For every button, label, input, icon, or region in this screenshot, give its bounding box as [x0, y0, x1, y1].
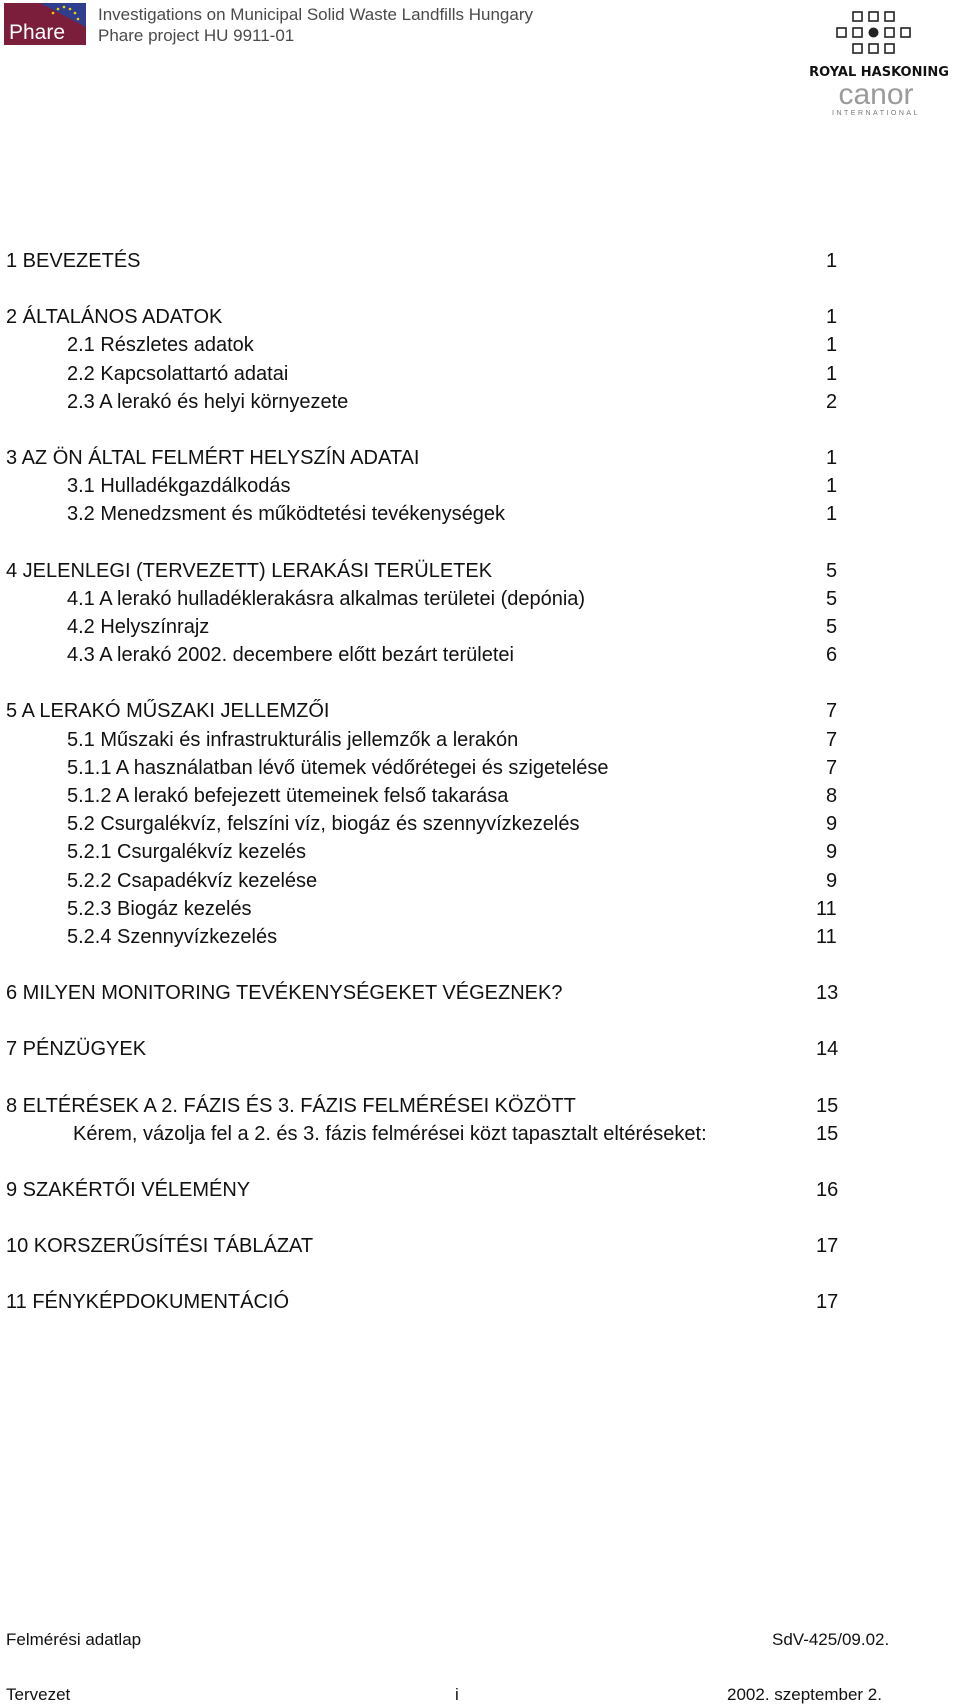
- toc-entry-title: 5.2 Csurgalékvíz, felszíni víz, biogáz és szennyvízkezelés: [67, 813, 580, 836]
- toc-entry-page: 1: [826, 250, 838, 272]
- toc-entry[interactable]: [67, 389, 960, 415]
- toc-entry[interactable]: [6, 1093, 960, 1119]
- toc-entry[interactable]: [6, 1036, 960, 1062]
- toc-entry-title: Kérem, vázolja fel a 2. és 3. fázis felmérései közt tapasztalt eltéréseket:: [73, 1122, 707, 1145]
- canor-text: canor: [838, 78, 914, 111]
- toc-entry-title: 5.2.4 Szennyvízkezelés: [67, 926, 278, 948]
- toc-entry[interactable]: [73, 1121, 960, 1147]
- toc-entry-title: 5.2.1 Csurgalékvíz kezelés: [67, 841, 307, 864]
- footer-date: 2002. szeptember 2.: [727, 1685, 882, 1704]
- toc-entry-title: 3.1 Hulladékgazdálkodás: [67, 475, 291, 498]
- toc-entry-title: 10 KORSZERŰSÍTÉSI TÁBLÁZAT: [6, 1235, 314, 1258]
- toc-entry-title: 2 ÁLTALÁNOS ADATOK: [6, 306, 223, 329]
- toc-entry[interactable]: [67, 361, 960, 387]
- toc-entry-page: 6: [826, 644, 838, 667]
- toc-entry-page: 1: [826, 503, 838, 526]
- phare-logo-text: Phare: [9, 21, 66, 44]
- toc-entry[interactable]: [67, 868, 960, 894]
- toc-entry-title: 4 JELENLEGI (TERVEZETT) LERAKÁSI TERÜLETEK: [6, 559, 493, 582]
- toc-entry-title: 4.3 A lerakó 2002. decembere előtt bezárt területei: [67, 644, 514, 667]
- toc-entry-page: 13: [816, 982, 839, 1005]
- toc-entry-title: 11 FÉNYKÉPDOKUMENTÁCIÓ: [6, 1291, 290, 1314]
- footer-status: Tervezet: [6, 1685, 71, 1704]
- toc-entry-page: 16: [816, 1179, 839, 1201]
- royal-haskoning-canor-logo: [798, 6, 960, 116]
- toc-entry[interactable]: [6, 304, 960, 330]
- phare-logo: [4, 3, 86, 45]
- toc-entry[interactable]: [6, 558, 960, 584]
- toc-entry-page: 9: [826, 869, 838, 892]
- toc-entry-page: 1: [826, 306, 838, 329]
- toc-entry-page: 8: [826, 785, 838, 807]
- toc-entry-title: 5.2.2 Csapadékvíz kezelése: [67, 869, 318, 892]
- toc-entry-title: 2.3 A lerakó és helyi környezete: [67, 390, 349, 413]
- toc-entry-page: 17: [816, 1235, 839, 1258]
- toc-entry-title: 5.2.3 Biogáz kezelés: [67, 897, 252, 920]
- header-line-1: Investigations on Municipal Solid Waste Landfills Hungary: [98, 5, 533, 24]
- toc-entry-page: 1: [826, 334, 838, 357]
- page-header: [0, 0, 960, 120]
- toc-entry[interactable]: [67, 614, 960, 640]
- toc-entry[interactable]: [6, 445, 960, 471]
- toc-entry-title: 6 MILYEN MONITORING TEVÉKENYSÉGEKET VÉGEZNEK?: [6, 982, 563, 1005]
- toc-entry-page: 15: [816, 1094, 839, 1117]
- royal-haskoning-text: ROYAL HASKONING: [809, 65, 949, 80]
- toc-entry-page: 11: [816, 926, 837, 948]
- toc-entry[interactable]: [67, 811, 960, 837]
- toc-entry-title: 5.1 Műszaki és infrastrukturális jellemzők a lerakón: [67, 728, 519, 751]
- toc-entry-title: 8 ELTÉRÉSEK A 2. FÁZIS ÉS 3. FÁZIS FELMÉRÉSEI KÖZÖTT: [6, 1094, 576, 1117]
- toc-entry[interactable]: [67, 473, 960, 499]
- toc-entry[interactable]: [6, 1289, 960, 1315]
- toc-entry-page: 9: [826, 813, 838, 836]
- toc-entry-page: 9: [826, 841, 838, 864]
- toc-entry-page: 5: [826, 559, 838, 582]
- toc-entry[interactable]: [67, 896, 960, 922]
- toc-entry-page: 5: [826, 587, 838, 610]
- toc-entry-title: 4.1 A lerakó hulladéklerakásra alkalmas területei (depónia): [67, 587, 586, 610]
- toc-entry[interactable]: [6, 248, 960, 274]
- toc-entry-page: 7: [826, 728, 838, 751]
- canor-international-text: INTERNATIONAL: [832, 110, 920, 116]
- toc-entry[interactable]: [67, 586, 960, 612]
- toc-entry-title: 2.1 Részletes adatok: [67, 334, 254, 357]
- toc-entry-page: 1: [826, 475, 838, 498]
- footer-document-code: SdV-425/09.02.: [772, 1630, 890, 1649]
- toc-entry[interactable]: [6, 1177, 960, 1203]
- header-line-2: Phare project HU 9911-01: [98, 26, 295, 45]
- toc-entry-page: 11: [816, 897, 837, 920]
- toc-entry-page: 17: [816, 1291, 839, 1314]
- toc-entry-page: 7: [826, 756, 838, 779]
- toc-entry-title: 7 PÉNZÜGYEK: [6, 1038, 147, 1061]
- toc-entry-title: 5 A LERAKÓ MŰSZAKI JELLEMZŐI: [6, 700, 330, 723]
- toc-entry-page: 1: [826, 362, 838, 385]
- toc-entry[interactable]: [67, 924, 960, 950]
- toc-entry[interactable]: [67, 783, 960, 809]
- toc-entry-title: 9 SZAKÉRTŐI VÉLEMÉNY: [6, 1179, 251, 1201]
- toc-entry[interactable]: [67, 755, 960, 781]
- toc-entry-page: 7: [826, 700, 838, 723]
- footer-document-type: Felmérési adatlap: [6, 1630, 142, 1649]
- toc-entry-title: 2.2 Kapcsolattartó adatai: [67, 362, 289, 385]
- toc-entry[interactable]: [67, 332, 960, 358]
- toc-entry-title: 4.2 Helyszínrajz: [67, 616, 210, 638]
- toc-entry-title: 3.2 Menedzsment és működtetési tevékenységek: [67, 503, 506, 526]
- footer-page-number: i: [455, 1685, 459, 1704]
- toc-entry[interactable]: [67, 839, 960, 865]
- toc-entry[interactable]: [6, 980, 960, 1006]
- toc-entry-title: 1 BEVEZETÉS: [6, 250, 141, 272]
- toc-entry-page: 5: [826, 616, 838, 638]
- toc-entry-page: 2: [826, 390, 838, 413]
- toc-entry[interactable]: [67, 727, 960, 753]
- toc-entry[interactable]: [67, 501, 960, 527]
- toc-entry-page: 1: [826, 447, 838, 469]
- toc-entry-title: 3 AZ ÖN ÁLTAL FELMÉRT HELYSZÍN ADATAI: [6, 447, 420, 469]
- toc-entry[interactable]: [67, 642, 960, 668]
- toc-entry-page: 15: [816, 1122, 839, 1145]
- toc-entry[interactable]: [6, 698, 960, 724]
- toc-entry-title: 5.1.2 A lerakó befejezett ütemeinek felső takarása: [67, 785, 509, 807]
- toc-entry[interactable]: [6, 1233, 960, 1259]
- toc-entry-page: 14: [816, 1038, 839, 1061]
- toc-entry-title: 5.1.1 A használatban lévő ütemek védőrétegei és szigetelése: [67, 756, 609, 779]
- header-title: [98, 4, 533, 46]
